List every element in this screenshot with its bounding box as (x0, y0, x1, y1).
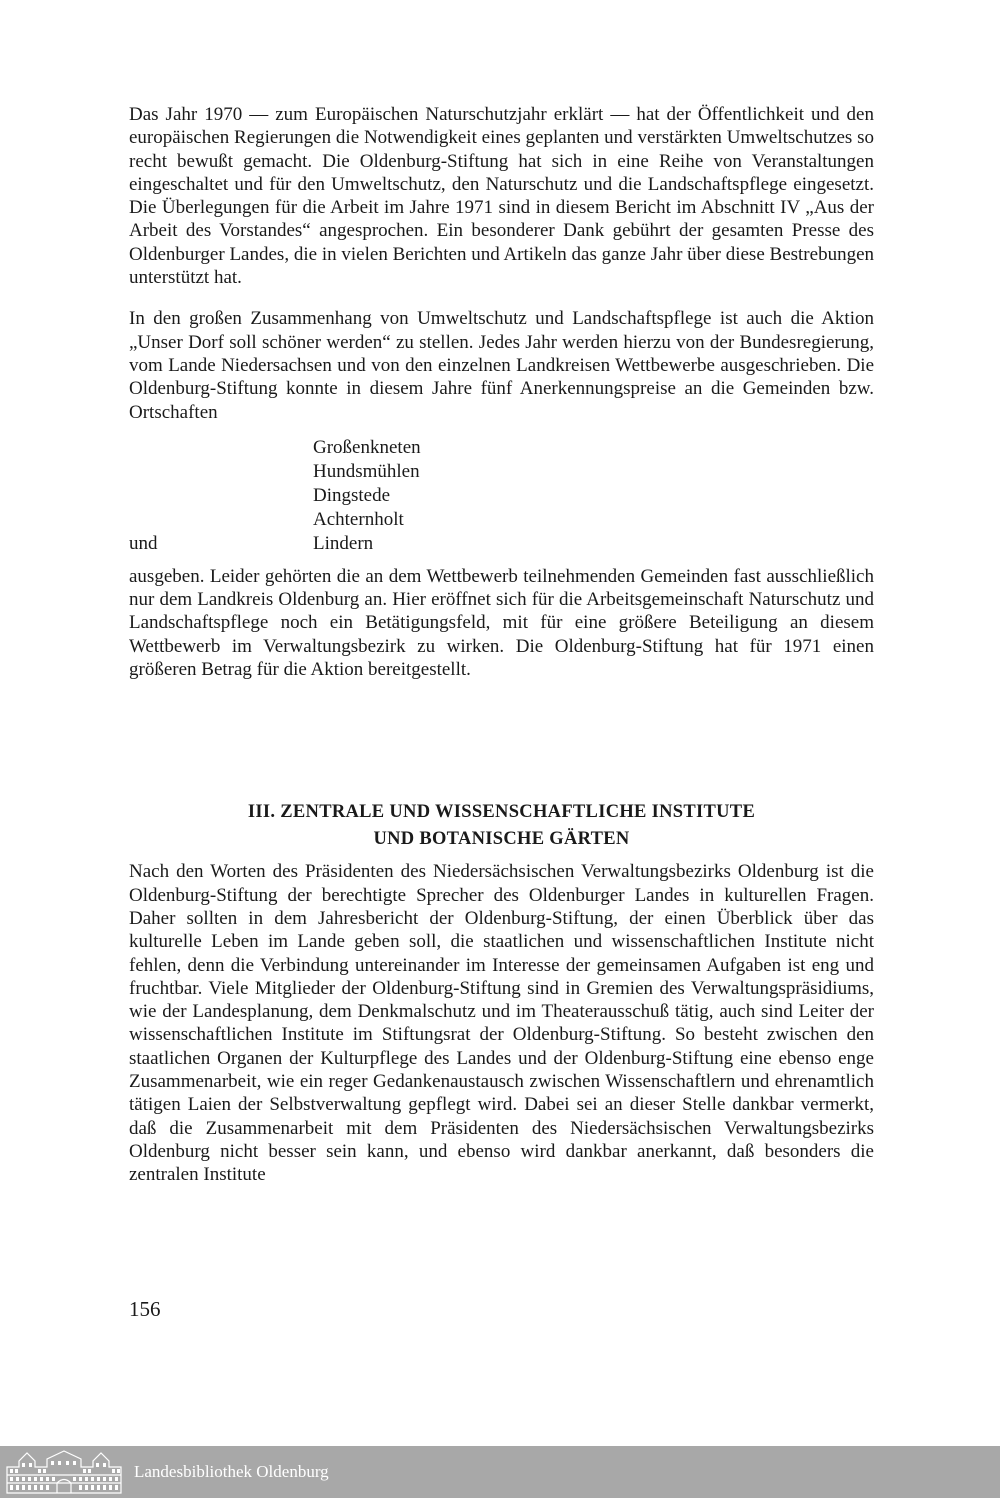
und-label: und (129, 532, 158, 554)
library-name: Landesbibliothek Oldenburg (134, 1462, 329, 1481)
document-page (129, 103, 874, 1187)
place-item: Dingstede (313, 484, 391, 506)
paragraph-environment-year: Das Jahr 1970 — zum Europäischen Naturschutzjahr erklärt — hat der Öffentlichkeit und den europäischen Regierungen die Notwendigkeit eines geplanten und verstärkten Umweltschutzes so recht bewußt gemacht. Die Oldenburg-Stiftung hat sich in eine Reihe von Veranstaltungen eingeschaltet und für den Umweltschutz, den Naturschutz und die Landschaftspflege eingesetzt. Die Überlegungen für die Arbeit im Jahre 1971 sind in diesem Bericht im Abschnitt IV „Aus der Arbeit des Vorstandes“ angesprochen. Ein besonderer Dank gebührt der gesamten Presse des Oldenburger Landes, die in vielen Berichten und Artikeln das ganze Jahr über diese Bestrebungen unterstützt hat. (129, 104, 874, 289)
paragraph-competition-results: ausgeben. Leider gehörten die an dem Wettbewerb teilnehmenden Gemeinden fast ausschließlich nur dem Landkreis Oldenburg an. Hier eröffnet sich für die Arbeitsgemeinschaft Naturschutz und Landschaftspflege noch ein Betätigungsfeld, mit für eine größere Beteiligung an diesem Wettbewerb im Verwaltungsbezirk zu wirken. Die Oldenburg-Stiftung hat für 1971 einen größeren Betrag für die Aktion bereitgestellt. (129, 565, 874, 681)
place-list (129, 436, 874, 555)
paragraph-institutes: Nach den Worten des Präsidenten des Niedersächsischen Verwaltungsbezirks Oldenburg ist die Oldenburg-Stiftung der berechtigte Sprecher des Oldenburger Landes in kulturellen Fragen. Daher sollten in dem Jahresbericht der Oldenburg-Stiftung, der einen Überblick über das kulturelle Leben im Lande geben soll, die staatlichen und wissenschaftlichen Institute nicht fehlen, denn die Verbindung untereinander im Interesse der gemeinsamen Aufgaben ist eng und fruchtbar. Viele Mitglieder der Oldenburg-Stiftung sind in Gremien des Verwaltungspräsidiums, wie der Landesplanung, dem Denkmalschutz und im Theaterausschuß tätig, auch sind Leiter der wissenschaftlichen Institute im Stiftungsrat der Oldenburg-Stiftung. So besteht zwischen den staatlichen Organen der Kulturpflege des Landes und der Oldenburg-Stiftung eine ebenso enge Zusammenarbeit, wie ein reger Gedankenaustausch zwischen Wissenschaftlern und ehrenamtlich tätigen Laien der Selbstverwaltung gepflegt wird. Dabei sei an dieser Stelle dankbar vermerkt, daß die Zusammenarbeit mit dem Präsidenten des Niedersächsischen Verwaltungsbezirks Oldenburg nicht besser sein kann, und ebenso wird dankbar anerkannt, daß besonders die zentralen Institute (129, 861, 874, 1186)
section-heading-line-1: III. ZENTRALE UND WISSENSCHAFTLICHE INSTITUTE (247, 802, 756, 823)
library-building-icon (5, 1449, 123, 1495)
paragraph-village-competition: In den großen Zusammenhang von Umweltschutz und Landschaftspflege ist auch die Aktion „Unser Dorf soll schöner werden“ zu stellen. Jedes Jahr werden hierzu von der Bundesregierung, vom Lande Niedersachsen und von den einzelnen Landkreisen Wettbewerbe ausgeschrieben. Die Oldenburg-Stiftung konnte in diesem Jahre fünf Anerkennungspreise an die Gemeinden bzw. Ortschaften (129, 308, 874, 423)
place-item: Hundsmühlen (313, 460, 420, 482)
place-item: Lindern (313, 532, 374, 554)
page-number: 156 (129, 1297, 161, 1321)
section-heading (129, 799, 874, 853)
place-item: Achternholt (313, 508, 404, 530)
section-heading-line-2: UND BOTANISCHE GÄRTEN (373, 829, 630, 850)
place-item: Großenkneten (313, 436, 421, 458)
footer-bar (0, 1446, 1000, 1498)
